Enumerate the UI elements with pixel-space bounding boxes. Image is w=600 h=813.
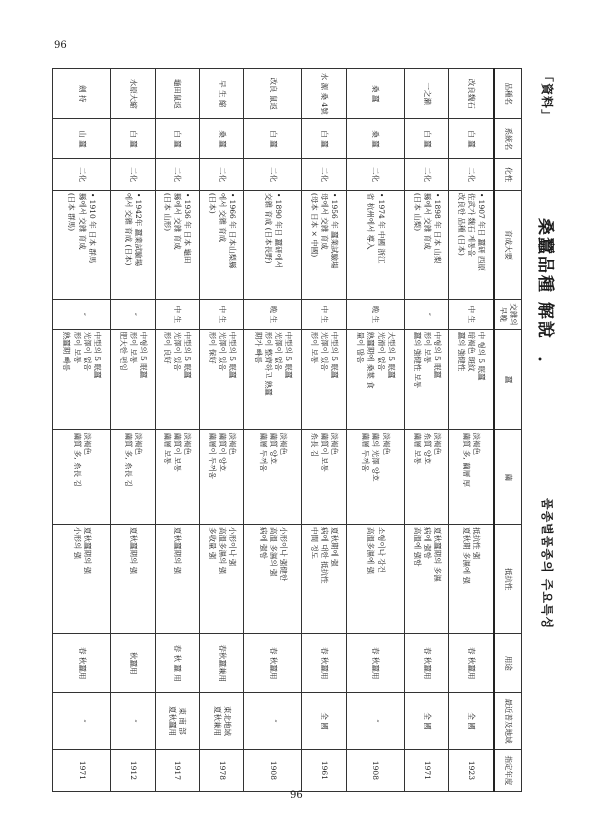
table-cell: 中형의 5 眠蠶 形이 보통 肥大한 편임 (111, 329, 155, 430)
column-header: 蠶 (494, 329, 522, 430)
table-cell: 中型의 5 眠蠶 光澤이 있음 形이 保好 (200, 329, 244, 430)
table-cell: 1971 (404, 749, 448, 791)
table-cell: 1923 (449, 749, 494, 791)
column-header: 抵抗性 (494, 525, 522, 634)
table-cell: 白 蠶 (244, 119, 302, 159)
table-cell: ″ (346, 693, 404, 750)
table-cell: 1961 (302, 749, 346, 791)
table-cell: 1912 (111, 749, 155, 791)
table-cell: 夏秋蠶期의 强 (111, 525, 155, 634)
table-cell: 桑 蠶 (346, 69, 404, 119)
column-header: 繭 (494, 430, 522, 525)
table-cell: • 1898 年 日本 山梨 縣에서 交雜 育成 (日本 山梨) (404, 190, 448, 299)
table-cell: • 1936 年 日本 龜田 縣에서 交雜 育成 (日本 山形) (155, 190, 199, 299)
table-cell: 夏秋蠶期의 多濕 病에 强함 高溫에 强함 (404, 525, 448, 634)
table-cell: 1908 (346, 749, 404, 791)
table-cell: 二化 (53, 159, 111, 191)
table-cell: • 1942年 蠶業試驗場 에서 交雜 育成 (日本) (111, 190, 155, 299)
column-header: 交雜의 早晚 (494, 300, 522, 329)
table-cell: 白 蠶 (111, 119, 155, 159)
table-cell: 龜田鼠返 (155, 69, 199, 119)
table-cell: • 1966 年 日本山梨縣 에서 交雜 育成 (日本) (200, 190, 244, 299)
table-cell: 全 國 (302, 693, 346, 750)
table-cell: 二化 (111, 159, 155, 191)
table-cell: 一之瀨 (404, 69, 448, 119)
table-cell: 中 生 (200, 300, 244, 329)
table-cell: 소형이나 강건 高溫多濕에 强 (346, 525, 404, 634)
column-header: 育成大要 (494, 190, 522, 299)
table-cell: 大型의 5 眠蠶 光滑이 없음 熟蠶期에 桑葉 食 量이 많음 (346, 329, 404, 430)
table-cell: 抵抗性 强 夏秋期 多濕에 强 (449, 525, 494, 634)
table-cell: 東 南 部 夏秋蠶用 (155, 693, 199, 750)
breed-table (52, 68, 522, 792)
column-header: 品種名 (494, 69, 522, 119)
column-header: 最近普及地域 (494, 693, 522, 750)
table-cell: 淡褐色 繭質 多, 糸長 김 (53, 430, 111, 525)
table-cell: 全 國 (449, 693, 494, 750)
table-cell: 中 형의 5 眠蠶 暗褐色 斑紋 蠶의 強健性 (449, 329, 494, 430)
table-row (449, 69, 494, 792)
table-cell: 1908 (244, 749, 302, 791)
table-cell: 二化 (449, 159, 494, 191)
page-subtitle: 품종별품종의 주요특성 (540, 498, 554, 630)
table-cell: 春 秋蠶用 (346, 634, 404, 693)
table-header-row (494, 69, 522, 792)
table-cell: 二化 (302, 159, 346, 191)
rotated-page (52, 68, 566, 792)
table-cell: 水 源 桑 4號 (302, 69, 346, 119)
table-cell: 淡褐色 繭質이 보통 繭層 보통 (155, 430, 199, 525)
table-row (302, 69, 346, 792)
table-cell: 桑 蠶 (346, 119, 404, 159)
table-cell: 春 秋蠶用 (53, 634, 111, 693)
table-cell: 白 蠶 (155, 119, 199, 159)
table-cell: 中型의 5 眠蠶 光澤이 있음 形이 보통 (302, 329, 346, 430)
column-header: 用途 (494, 634, 522, 693)
table-cell: 小形이나 强 高溫多濕의 强 多收量 强 (200, 525, 244, 634)
table-body (53, 69, 495, 792)
column-header: 指定年度 (494, 749, 522, 791)
table-cell: 山 蠶 (53, 119, 111, 159)
table-cell: 劍 持 (53, 69, 111, 119)
table-cell: 1917 (155, 749, 199, 791)
table-cell: 夏秋蠶期의 强 (155, 525, 199, 634)
column-header: 系統名 (494, 119, 522, 159)
table-cell: 改良 鼠返 (244, 69, 302, 119)
table-cell: ″ (244, 693, 302, 750)
table-cell: • 1890 年日 蠶研에서 交雜 育成 (日本長野) (244, 190, 302, 299)
title-dot: • (533, 356, 544, 362)
table-cell: • 1956 年 蠶業試驗場 母에서 交雜 育成 (母本 日本 × 中國) (302, 190, 346, 299)
table-cell: 二化 (155, 159, 199, 191)
table-cell: ″ (404, 300, 448, 329)
table-cell: 夏秋蠶期의 强 小形의 强 (53, 525, 111, 634)
table-row (200, 69, 244, 792)
table-cell: 中型의 5 眠蠶 光澤이 없음 形이 보통 熟蠶期 빠름 (53, 329, 111, 430)
table-cell: • 1974 年 中國 浙江 省 杭州에서 導入 (346, 190, 404, 299)
table-cell: 二化 (404, 159, 448, 191)
table-row (111, 69, 155, 792)
table-cell: ″ (111, 693, 155, 750)
table-cell: 晩 生 (244, 300, 302, 329)
table-cell: 中 生 (449, 300, 494, 329)
table-cell: 二化 (244, 159, 302, 191)
table-cell: 中형의 5 眠蠶 形이 보통 蠶의 強健性 보통 (404, 329, 448, 430)
page-number-bottom: 96 (290, 790, 303, 801)
table-cell: 淡褐色 繭質 多, 繭層 厚 (449, 430, 494, 525)
table-cell: 淡褐色 繭의 光澤 양호 繭層 두꺼움 (346, 430, 404, 525)
table-cell: 淡褐色 繭質 양호 繭層 두꺼움 (244, 430, 302, 525)
table-cell: 中 生 (302, 300, 346, 329)
table-row (346, 69, 404, 792)
table-cell: 水原大縮 (111, 69, 155, 119)
table-cell: 早 生 縮 (200, 69, 244, 119)
table-cell: 夏秋期에 强 病에 대한 抵抗性 中間 정도 (302, 525, 346, 634)
table-cell: 春 秋蠶用 (302, 634, 346, 693)
table-cell: 中型의 5 眠蠶 光澤이 있음 形이 良好 (155, 329, 199, 430)
table-cell: 1971 (53, 749, 111, 791)
table-cell: 晩 生 (346, 300, 404, 329)
table-cell: 中型의 5 眠蠶 光澤이 없음 形이 整齊하고 熟蠶 期가 빠름 (244, 329, 302, 430)
table-cell: • 1910 年 日本 群馬 縣에서 交雜 育成 (日本 群馬) (53, 190, 111, 299)
table-cell: 白 蠶 (302, 119, 346, 159)
table-cell: 淡褐色 繭質이 보통 糸長 김 (302, 430, 346, 525)
page-number-top: 96 (54, 40, 67, 51)
table-cell: • 1907 年日 蠶研 西原 佐武가 魏石 계통을 改良한 品種 (日本) (449, 190, 494, 299)
table-cell: 全 國 (404, 693, 448, 750)
table-cell: 二化 (346, 159, 404, 191)
table-cell: 春 秋蠶用 (244, 634, 302, 693)
table-row (155, 69, 199, 792)
table-cell: 1978 (200, 749, 244, 791)
table-cell: 白 蠶 (404, 119, 448, 159)
table-cell: ″ (111, 300, 155, 329)
table-cell: 二化 (200, 159, 244, 191)
table-cell: 東北地域 夏秋兼用 (200, 693, 244, 750)
table-row (244, 69, 302, 792)
table-row (53, 69, 111, 792)
page-title: 桑蠶品種 解說 (535, 218, 555, 340)
table-cell: 淡褐色 繭質 多, 糸長 김 (111, 430, 155, 525)
table-cell: 春 秋蠶用 (404, 634, 448, 693)
page-header (524, 68, 566, 792)
table-row (404, 69, 448, 792)
table-cell: 春 秋蠶用 (449, 634, 494, 693)
table-cell: 小形이나 强健한 高溫 多濕의 强 病에 强함 (244, 525, 302, 634)
table-cell: 改良魏石 (449, 69, 494, 119)
table-cell: 秋蠶用 (111, 634, 155, 693)
table-cell: 桑 蠶 (200, 119, 244, 159)
table-cell: 中 生 (155, 300, 199, 329)
section-badge: 「資料」 (540, 70, 554, 123)
table-cell: ″ (53, 300, 111, 329)
table-cell: 淡褐色 繭質이 양호 繭層이 두꺼움 (200, 430, 244, 525)
table-cell: 春秋蠶兼用 (200, 634, 244, 693)
table-cell: ″ (53, 693, 111, 750)
table-cell: 淡褐色 糸質 양호 繭層 보통 (404, 430, 448, 525)
table-cell: 白 蠶 (449, 119, 494, 159)
column-header: 化性 (494, 159, 522, 191)
table-cell: 春 秋 蠶 用 (155, 634, 199, 693)
